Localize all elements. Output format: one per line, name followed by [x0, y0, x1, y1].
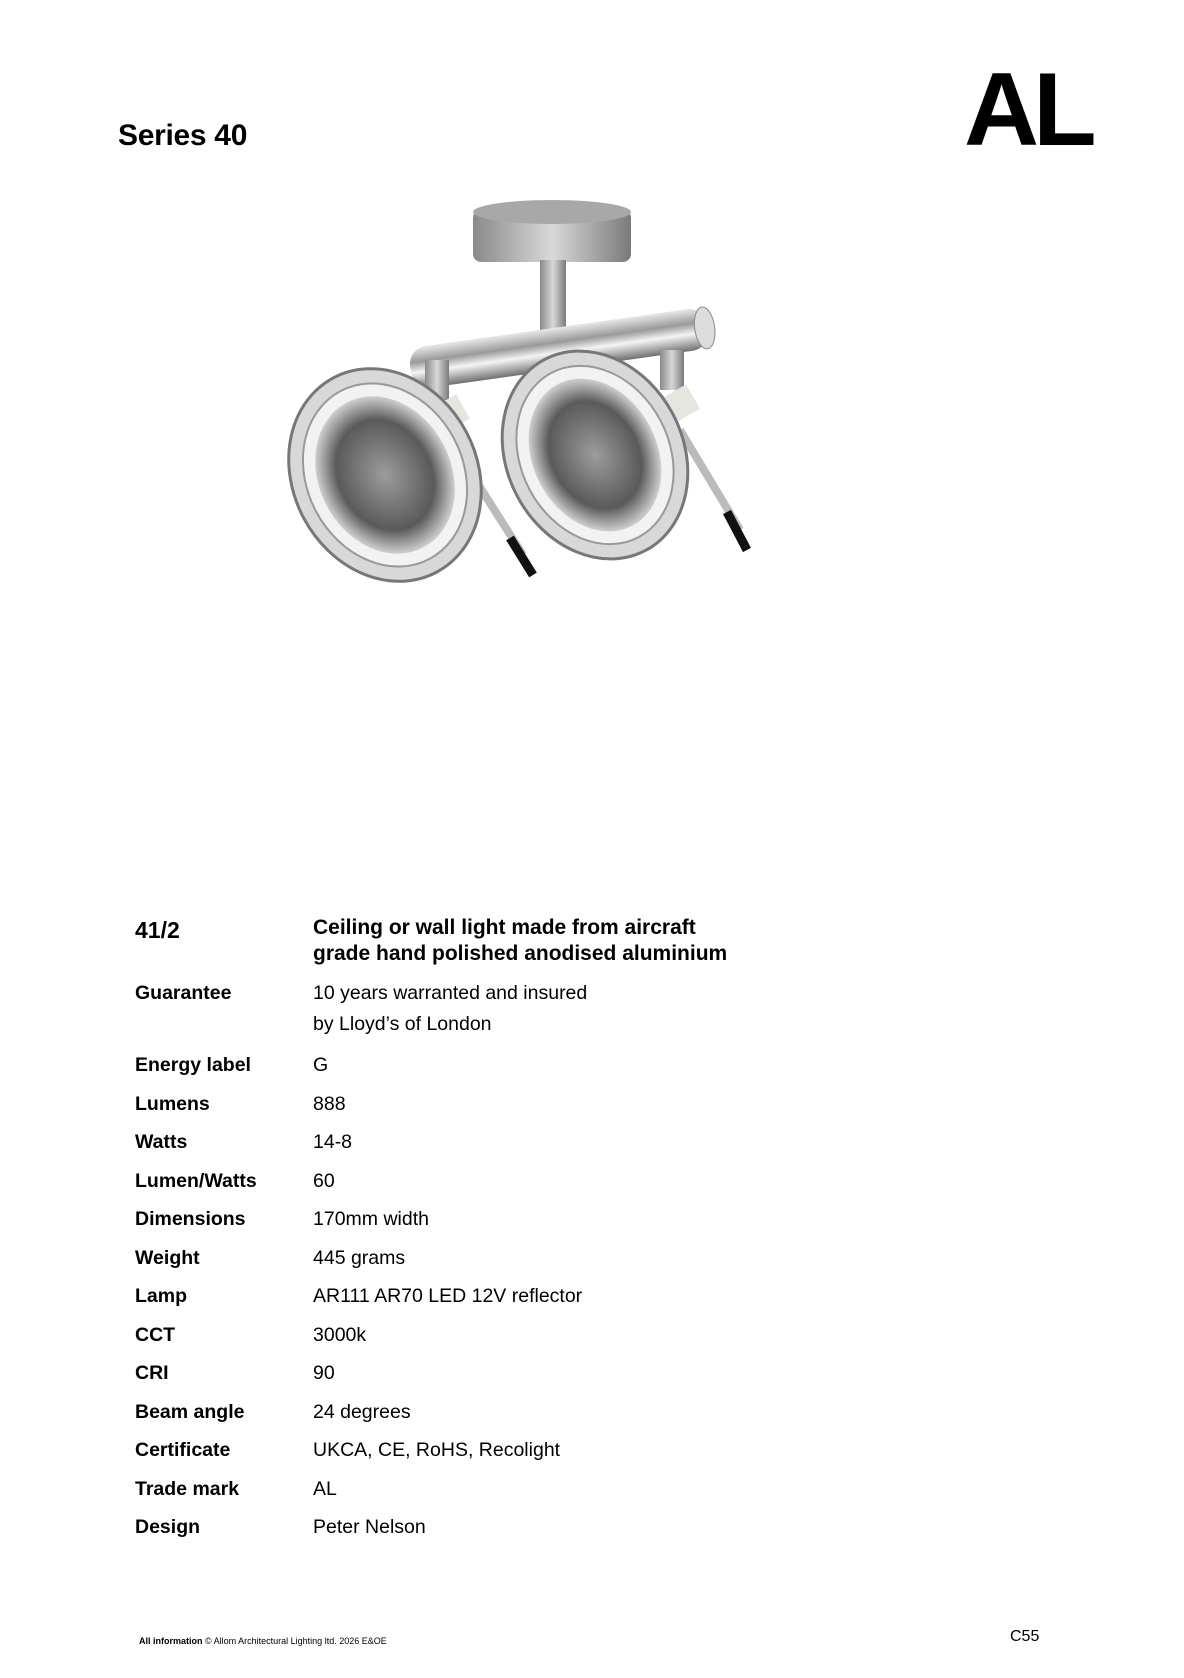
spec-value: UKCA, CE, RoHS, Recolight [313, 1439, 561, 1461]
description-line-1: Ceiling or wall light made from aircraft [313, 916, 696, 939]
spec-value: AR111 AR70 LED 12V reflector [313, 1285, 583, 1307]
spec-label: Lamp [135, 1285, 188, 1307]
spec-row [135, 1477, 727, 1516]
spec-row [135, 1207, 727, 1246]
spec-value: 14-8 [313, 1131, 353, 1153]
spec-row [135, 1515, 727, 1554]
page-number: C55 [1010, 1628, 1040, 1645]
guarantee-line-1: 10 years warranted and insured [313, 982, 588, 1004]
spec-label: Beam angle [135, 1400, 245, 1423]
product-description [313, 915, 727, 967]
product-code: 41/2 [135, 917, 180, 943]
footer-note-bold: All information [139, 1636, 203, 1646]
spec-row [135, 1092, 727, 1131]
spec-label: Lumen/Watts [135, 1169, 257, 1192]
description-line-2: grade hand polished anodised aluminium [313, 942, 728, 965]
spec-value: 888 [313, 1092, 346, 1115]
spec-value: G [313, 1054, 329, 1076]
spec-label: Guarantee [135, 982, 232, 1004]
brand-logo: AL [964, 52, 1091, 168]
spec-value: 24 degrees [313, 1400, 411, 1423]
product-header-row [135, 915, 727, 981]
series-title: Series 40 [118, 119, 248, 152]
ceiling-canopy [473, 200, 631, 262]
spec-value [313, 981, 587, 1036]
spec-label: Certificate [135, 1439, 231, 1461]
spec-table [135, 915, 727, 1554]
spec-row [135, 1323, 727, 1362]
spec-value: Peter Nelson [313, 1516, 426, 1538]
spec-row [135, 1438, 727, 1477]
spec-label: CCT [135, 1323, 176, 1346]
spec-value: 60 [313, 1169, 335, 1192]
product-image [285, 200, 825, 650]
spec-value: 90 [313, 1362, 335, 1384]
spec-label: Weight [135, 1246, 200, 1269]
spec-value: 170mm width [313, 1208, 429, 1230]
spec-label: Design [135, 1516, 201, 1538]
spec-label: Dimensions [135, 1208, 246, 1230]
spec-value: 445 grams [313, 1246, 406, 1269]
guarantee-line-2: by Lloyd’s of London [313, 1013, 492, 1035]
spec-row [135, 1130, 727, 1169]
spec-label: Trade mark [135, 1477, 240, 1500]
spec-label: Energy label [135, 1054, 251, 1076]
spec-label: Lumens [135, 1092, 210, 1115]
footer-note-text: © Allom Architectural Lighting ltd. 2026 E&OE [202, 1636, 387, 1646]
spec-row [135, 1053, 727, 1092]
spec-row [135, 1246, 727, 1285]
spec-value: 3000k [313, 1323, 367, 1346]
spec-row [135, 1169, 727, 1208]
spec-row-guarantee [135, 981, 727, 1053]
spec-row [135, 1361, 727, 1400]
spec-label: CRI [135, 1362, 169, 1384]
spec-row [135, 1400, 727, 1439]
spec-row [135, 1284, 727, 1323]
spec-value: AL [313, 1477, 337, 1500]
footer-copyright [139, 1636, 387, 1646]
spec-label: Watts [135, 1131, 188, 1153]
